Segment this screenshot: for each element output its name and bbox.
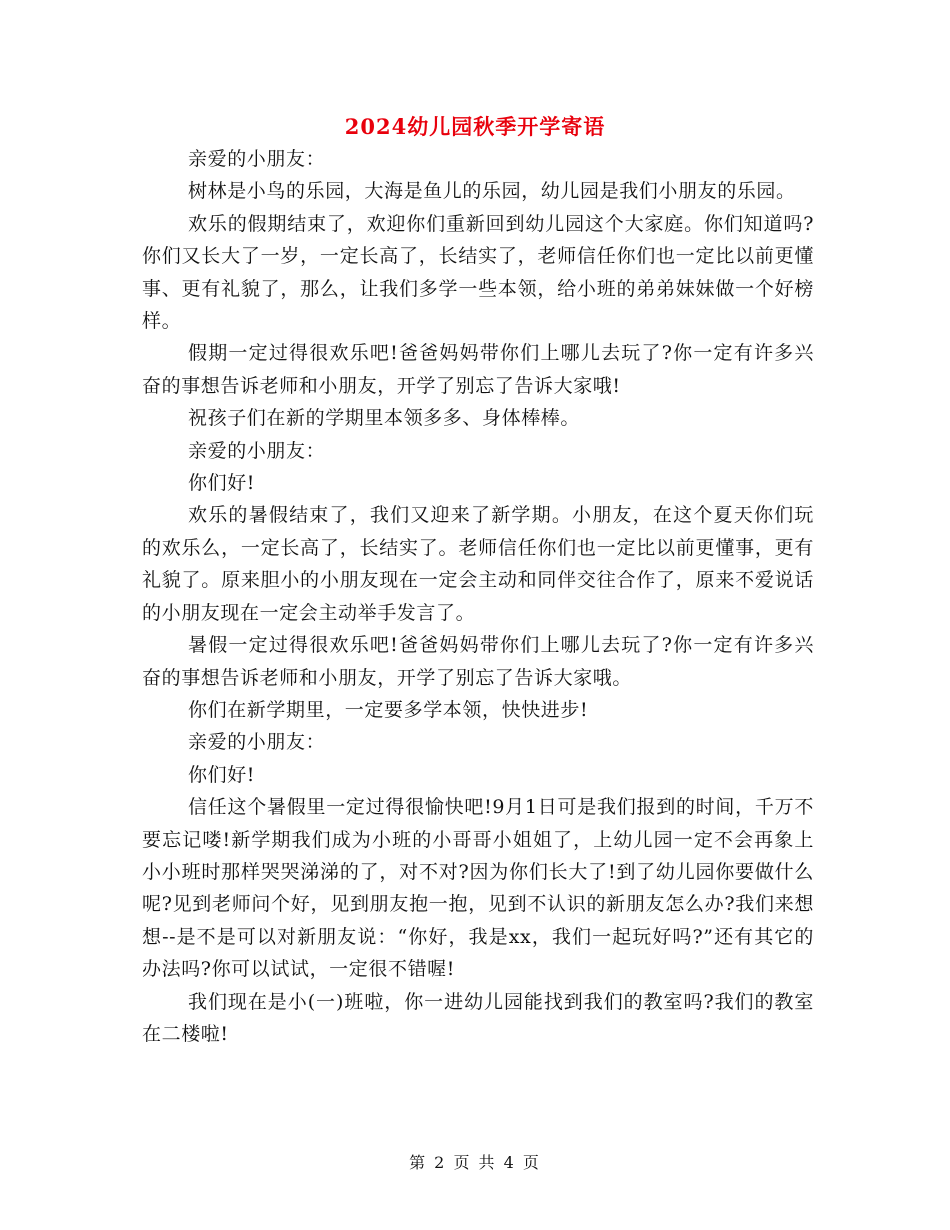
paragraph: 祝孩子们在新的学期里本领多多、身体棒棒。 (188, 407, 581, 430)
paragraph: 树林是小鸟的乐园，大海是鱼儿的乐园，幼儿园是我们小朋友的乐园。 (188, 180, 796, 203)
document-body (142, 143, 814, 1050)
paragraph: 欢乐的暑假结束了，我们又迎来了新学期。小朋友，在这个夏天你们玩的欢乐么，一定长高了，长结实了。老师信任你们也一定比以前更懂事，更有礼貌了。原来胆小的小朋友现在一定会主动和同伴交往合作了，原来不爱说话的小朋友现在一定会主动举手发言了。 (142, 504, 814, 624)
paragraph: 暑假一定过得很欢乐吧!爸爸妈妈带你们上哪儿去玩了?你一定有许多兴奋的事想告诉老师和小朋友，开学了别忘了告诉大家哦。 (142, 634, 814, 689)
paragraph-greeting: 亲爱的小朋友： (188, 148, 326, 170)
paragraph: 假期一定过得很欢乐吧!爸爸妈妈带你们上哪儿去玩了?你一定有许多兴奋的事想告诉老师和小朋友，开学了别忘了告诉大家哦! (142, 342, 814, 397)
paragraph: 欢乐的假期结束了，欢迎你们重新回到幼儿园这个大家庭。你们知道吗?你们又长大了一岁，一定长高了，长结实了，老师信任你们也一定比以前更懂事、更有礼貌了，那么，让我们多学一些本领，给小班的弟弟妹妹做一个好榜样。 (142, 212, 814, 333)
paragraph: 你们好! (188, 763, 256, 786)
paragraph: 我们现在是小(一)班啦，你一进幼儿园能找到我们的教室吗?我们的教室在二楼啦! (142, 990, 814, 1045)
page-number-footer: 第 2 页 共 4 页 (409, 1153, 541, 1172)
document-title: 2024幼儿园秋季开学寄语 (344, 114, 606, 139)
paragraph-greeting: 亲爱的小朋友： (188, 439, 326, 462)
paragraph: 信任这个暑假里一定过得很愉快吧!9月1日可是我们报到的时间，千万不要忘记喽!新学期我们成为小班的小哥哥小姐姐了，上幼儿园一定不会再象上小小班时那样哭哭涕涕的了，对不对?因为你们长大了!到了幼儿园你要做什么呢?见到老师问个好，见到朋友抱一抱，见到不认识的新朋友怎么办?我们来想想--是不是可以对新朋友说：“你好，我是xx，我们一起玩好吗?”还有其它的办法吗?你可以试试，一定很不错喔! (142, 796, 814, 981)
paragraph: 你们好! (188, 472, 256, 495)
paragraph: 你们在新学期里，一定要多学本领，快快进步! (188, 698, 589, 721)
paragraph-greeting: 亲爱的小朋友： (188, 731, 326, 754)
